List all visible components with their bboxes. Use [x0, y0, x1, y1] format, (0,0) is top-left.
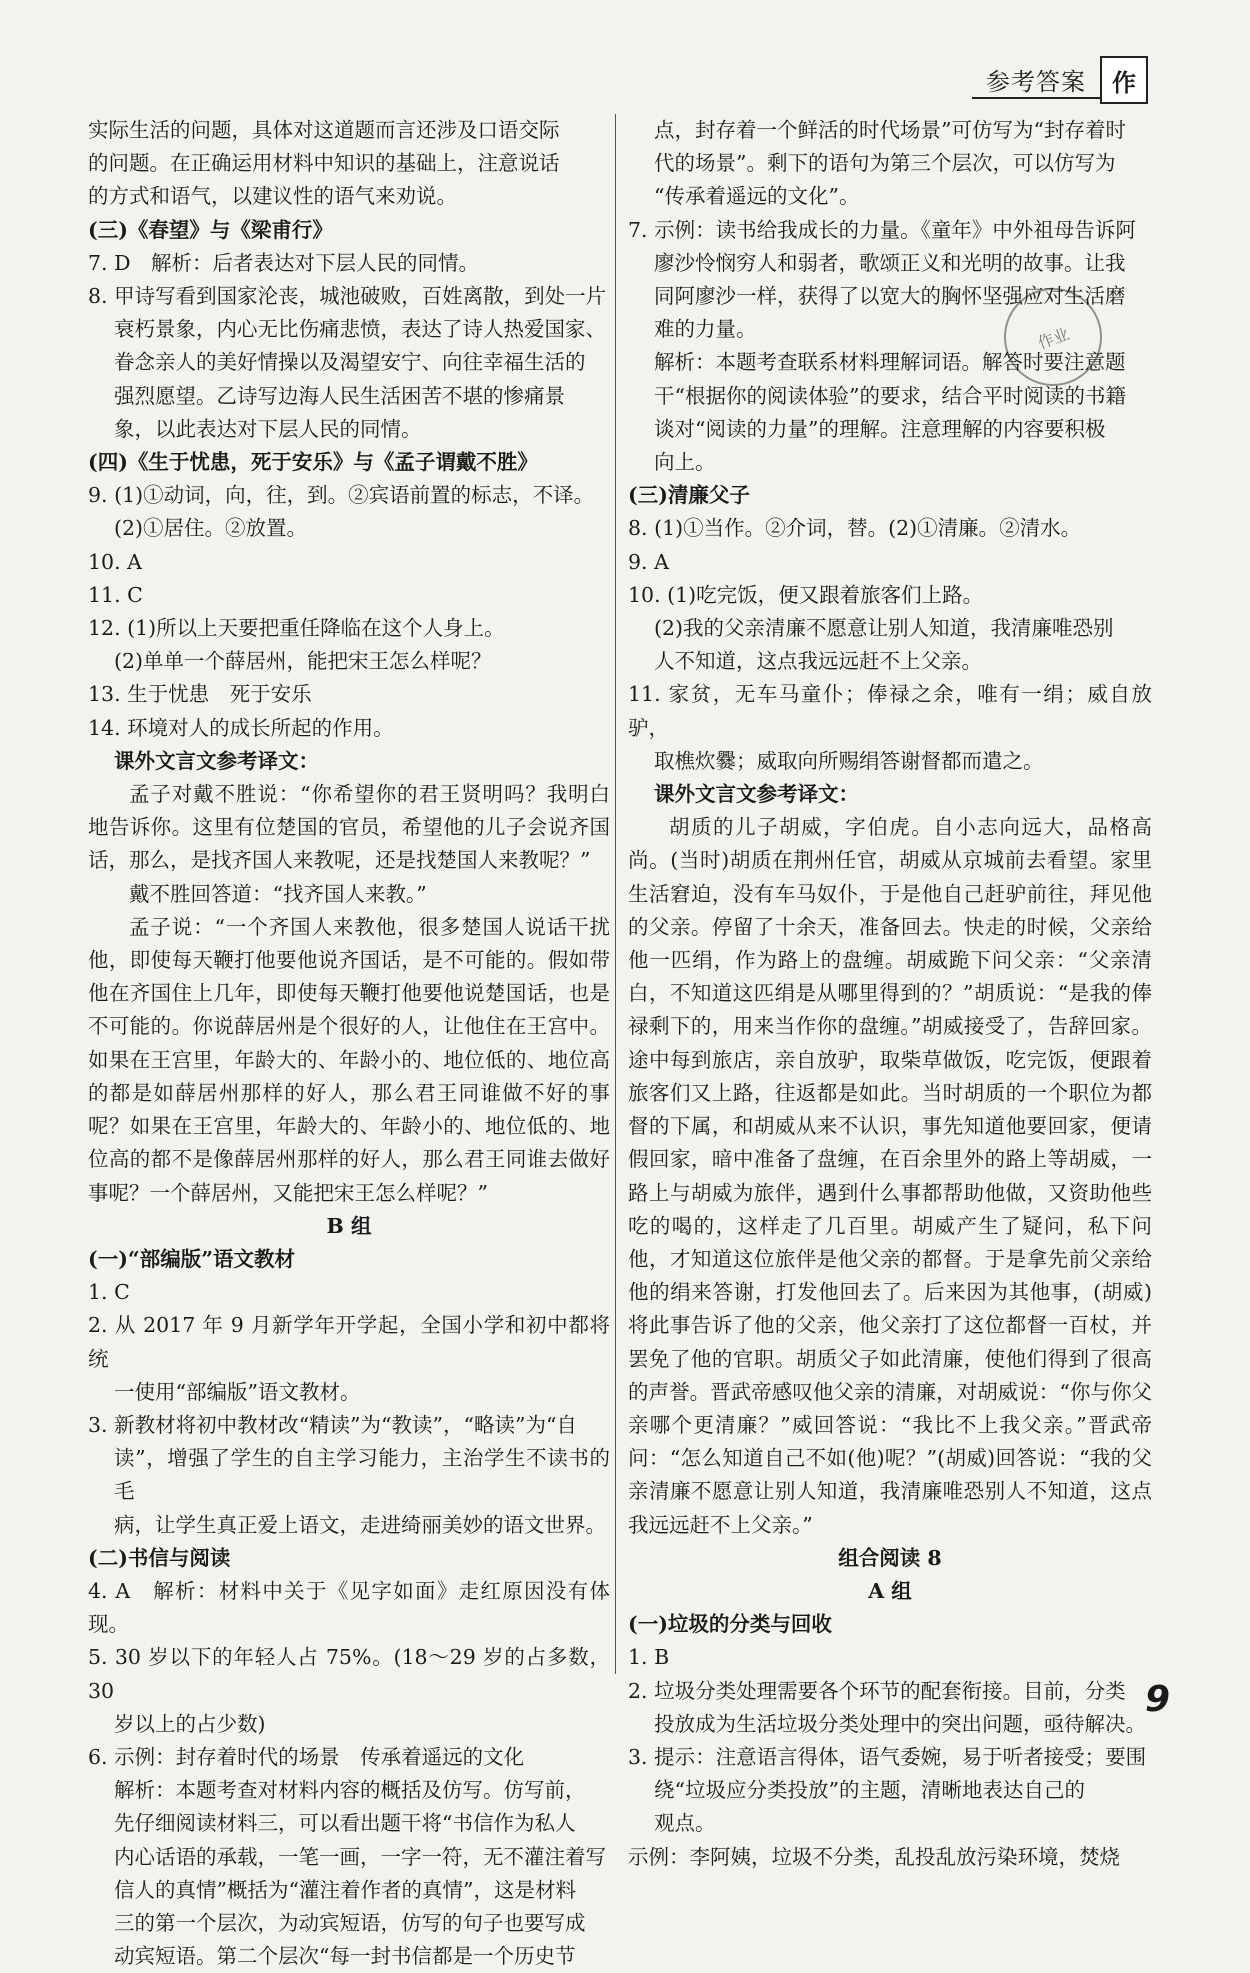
- left-text-line: 内心话语的承载，一笔一画，一字一符，无不灌注着写: [114, 1844, 606, 1869]
- right-text-line: (2)我的父亲清廉不愿意让别人知道，我清廉唯恐别: [654, 616, 1114, 641]
- brand-logo: 作: [1100, 56, 1148, 104]
- right-text-line: 3. 提示：注意语言得体，语气委婉，易于听者接受；要围: [628, 1744, 1147, 1769]
- right-text-line: 9. A: [628, 549, 669, 574]
- left-text-line: 14. 环境对人的成长所起的作用。: [88, 715, 394, 740]
- right-text-line: 干“根据你的阅读体验”的要求，结合平时阅读的书籍: [654, 383, 1126, 408]
- right-text-line: 同阿廖沙一样，获得了以宽大的胸怀坚强应对生活磨: [654, 284, 1126, 309]
- right-text-line: 绕“垃圾应分类投放”的主题，清晰地表达自己的: [654, 1778, 1085, 1803]
- left-text-line: 12. (1)所以上天要把重任降临在这个人身上。: [88, 616, 505, 641]
- left-text-line: 孟子说：“一个齐国人来教他，很多楚国人说话干扰他，即使每天鞭打他要他说齐国话，是不可能的。假如带他在齐国住上几年，即使每天鞭打他要他说楚国话，也是不可能的。你说薛居州是个很好的人，让他住在王宫中。如果在王宫里，年龄大的、年龄小的、地位低的、地位高的都是如薛居州那样的好人，那么君王同谁做不好的事呢？如果在王宫里，年龄大的、年龄小的、地位低的、地位高的都不是像薛居州那样的好人，那么君王同谁去做好事呢？一个薛居州，又能把宋王怎么样呢？”: [88, 914, 610, 1205]
- right-text-line: 组合阅读 8: [838, 1545, 942, 1570]
- right-text-line: “传承着遥远的文化”。: [654, 184, 860, 209]
- header-title: 参考答案: [972, 62, 1100, 99]
- left-text-line: 象，以此表达对下层人民的同情。: [114, 416, 422, 441]
- right-text-line: 示例：李阿姨，垃圾不分类，乱投乱放污染环境，焚烧: [628, 1844, 1120, 1869]
- left-text-line: 8. 甲诗写看到国家沦丧，城池破败，百姓离散，到处一片: [88, 284, 607, 309]
- right-text-line: 1. B: [628, 1645, 670, 1670]
- left-text-line: 先仔细阅读材料三，可以看出题干将“书信作为私人: [114, 1811, 576, 1836]
- page-header: [972, 58, 1148, 102]
- left-text-line: 实际生活的问题，具体对这道题而言还涉及口语交际: [88, 118, 560, 142]
- right-text-line: 人不知道，这点我远远赶不上父亲。: [654, 649, 982, 674]
- left-text-line: 读”，增强了学生的自主学习能力，主治学生不读书的毛: [114, 1446, 610, 1504]
- right-text-line: 10. (1)吃完饭，便又跟着旅客们上路。: [628, 582, 984, 607]
- left-text-line: 戴不胜回答道：“找齐国人来教。”: [129, 881, 427, 906]
- right-text-line: 点，封存着一个鲜活的时代场景”可仿写为“封存着时: [654, 118, 1126, 142]
- right-text-line: 谈对“阅读的力量”的理解。注意理解的内容要积极: [654, 416, 1106, 441]
- left-text-line: (2)单单一个薛居州，能把宋王怎么样呢？: [114, 649, 492, 674]
- left-text-line: 9. (1)①动词，向，往，到。②宾语前置的标志，不译。: [88, 483, 595, 508]
- right-text-line: 难的力量。: [654, 317, 757, 342]
- left-text-line: 动宾短语。第二个层次“每一封书信都是一个历史节: [114, 1944, 576, 1969]
- left-text-line: 孟子对戴不胜说：“你希望你的君王贤明吗？我明白地告诉你。这里有位楚国的官员，希望他的儿子会说齐国话，那么，是找齐国人来教呢，还是找楚国人来教呢？”: [88, 782, 610, 873]
- left-text-line: 2. 从 2017 年 9 月新学年开学起，全国小学和初中都将统: [88, 1313, 610, 1371]
- left-text-line: 衰朽景象，内心无比伤痛悲愤，表达了诗人热爱国家、: [114, 317, 606, 342]
- left-text-line: B 组: [326, 1213, 372, 1238]
- left-text-line: 课外文言文参考译文：: [114, 748, 319, 773]
- left-text-line: (三)《春望》与《梁甫行》: [88, 217, 333, 242]
- left-text-line: (2)①居住。②放置。: [114, 516, 308, 541]
- right-column: [628, 114, 1152, 1874]
- left-text-line: 1. C: [88, 1280, 130, 1305]
- left-text-line: 岁以上的占少数): [114, 1711, 266, 1736]
- left-text-line: (四)《生于忧患，死于安乐》与《孟子谓戴不胜》: [88, 450, 538, 475]
- left-text-line: 7. D 解析：后者表达对下层人民的同情。: [88, 250, 480, 275]
- left-column: [88, 114, 610, 1973]
- right-text-line: 2. 垃圾分类处理需要各个环节的配套衔接。目前，分类: [628, 1678, 1126, 1703]
- right-text-line: (一)垃圾的分类与回收: [628, 1612, 832, 1637]
- right-text-line: 取樵炊爨；威取向所赐绢答谢督都而遣之。: [654, 748, 1044, 773]
- left-text-line: 一使用“部编版”语文教材。: [114, 1379, 361, 1404]
- right-text-line: 解析：本题考查联系材料理解词语。解答时要注意题: [654, 350, 1126, 375]
- right-text-line: 向上。: [654, 450, 716, 475]
- left-text-line: 11. C: [88, 582, 143, 607]
- right-text-line: (三)清廉父子: [628, 483, 750, 508]
- right-text-line: 课外文言文参考译文：: [654, 782, 859, 807]
- left-text-line: 5. 30 岁以下的年轻人占 75%。(18～29 岁的占多数，30: [88, 1645, 610, 1703]
- left-text-line: 6. 示例：封存着时代的场景 传承着遥远的文化: [88, 1744, 525, 1769]
- right-text-line: A 组: [868, 1578, 912, 1603]
- right-text-line: 观点。: [654, 1811, 716, 1836]
- left-text-line: (二)书信与阅读: [88, 1545, 231, 1570]
- watermark-stamp: 作业: [990, 274, 1116, 400]
- left-text-line: 三的第一个层次，为动宾短语，仿写的句子也要写成: [114, 1910, 586, 1935]
- right-text-line: 投放成为生活垃圾分类处理中的突出问题，亟待解决。: [654, 1711, 1146, 1736]
- left-text-line: 13. 生于忧患 死于安乐: [88, 682, 312, 707]
- right-text-line: 7. 示例：读书给我成长的力量。《童年》中外祖母告诉阿: [628, 217, 1136, 242]
- left-text-line: 的问题。在正确运用材料中知识的基础上，注意说话: [88, 151, 560, 176]
- left-text-line: 信人的真情”概括为“灌注着作者的真情”，这是材料: [114, 1877, 576, 1902]
- left-text-line: 的方式和语气，以建议性的语气来劝说。: [88, 184, 457, 209]
- left-text-line: 解析：本题考查对材料内容的概括及仿写。仿写前，: [114, 1778, 586, 1803]
- right-text-line: 8. (1)①当作。②介词，替。(2)①清廉。②清水。: [628, 516, 1082, 541]
- left-text-line: 强烈愿望。乙诗写边海人民生活困苦不堪的惨痛景: [114, 383, 565, 408]
- left-text-line: 4. A 解析：材料中关于《见字如面》走红原因没有体现。: [88, 1578, 610, 1637]
- left-text-line: 眷念亲人的美好情操以及渴望安宁、向往幸福生活的: [114, 350, 586, 375]
- left-text-line: 10. A: [88, 549, 142, 574]
- right-text-line: 廖沙怜悯穷人和弱者，歌颂正义和光明的故事。让我: [654, 250, 1126, 275]
- right-text-line: 代的场景”。剩下的语句为第三个层次，可以仿写为: [654, 151, 1116, 176]
- left-text-line: 3. 新教材将初中教材改“精读”为“教读”，“略读”为“自: [88, 1412, 577, 1437]
- right-text-line: 11. 家贫，无车马童仆；俸禄之余，唯有一绢；威自放驴，: [628, 682, 1152, 740]
- right-text-line: 胡质的儿子胡威，字伯虎。自小志向远大，品格高尚。(当时)胡质在荆州任官，胡威从京城前去看望。家里生活窘迫，没有车马奴仆，于是他自己赶驴前往，拜见他的父亲。停留了十余天，准备回去。快走的时候，父亲给他一匹绢，作为路上的盘缠。胡威跪下问父亲：“父亲清白，不知道这匹绢是从哪里得到的？”胡质说：“是我的俸禄剩下的，用来当作你的盘缠。”胡威接受了，告辞回家。途中每到旅店，亲自放驴，取柴草做饭，吃完饭，便跟着旅客们又上路，往返都是如此。当时胡质的一个职位为都督的下属，和胡威从来不认识，事先知道他要回家，便请假回家，暗中准备了盘缠，在百余里外的路上等胡威，一路上与胡威为旅伴，遇到什么事都帮助他做，又资助他些吃的喝的，这样走了几百里。胡威产生了疑问，私下问他，才知道这位旅伴是他父亲的都督。于是拿先前父亲给他的绢来答谢，打发他回去了。后来因为其他事，(胡威)将此事告诉了他的父亲，他父亲打了这位都督一百杖，并罢免了他的官职。胡质父子如此清廉，使他们得到了很高的声誉。晋武帝感叹他父亲的清廉，对胡威说：“你与你父亲哪个更清廉？”威回答说：“我比不上我父亲。”晋武帝问：“怎么知道自己不如(他)呢？”(胡威)回答说：“我的父亲清廉不愿意让别人知道，我清廉唯恐别人不知道，这点我远远赶不上父亲。”: [628, 815, 1152, 1537]
- column-divider: [615, 114, 616, 1674]
- page-number: 9: [1144, 1679, 1170, 1720]
- left-text-line: 病，让学生真正爱上语文，走进绮丽美妙的语文世界。: [114, 1512, 606, 1537]
- left-text-line: (一)“部编版”语文教材: [88, 1246, 295, 1271]
